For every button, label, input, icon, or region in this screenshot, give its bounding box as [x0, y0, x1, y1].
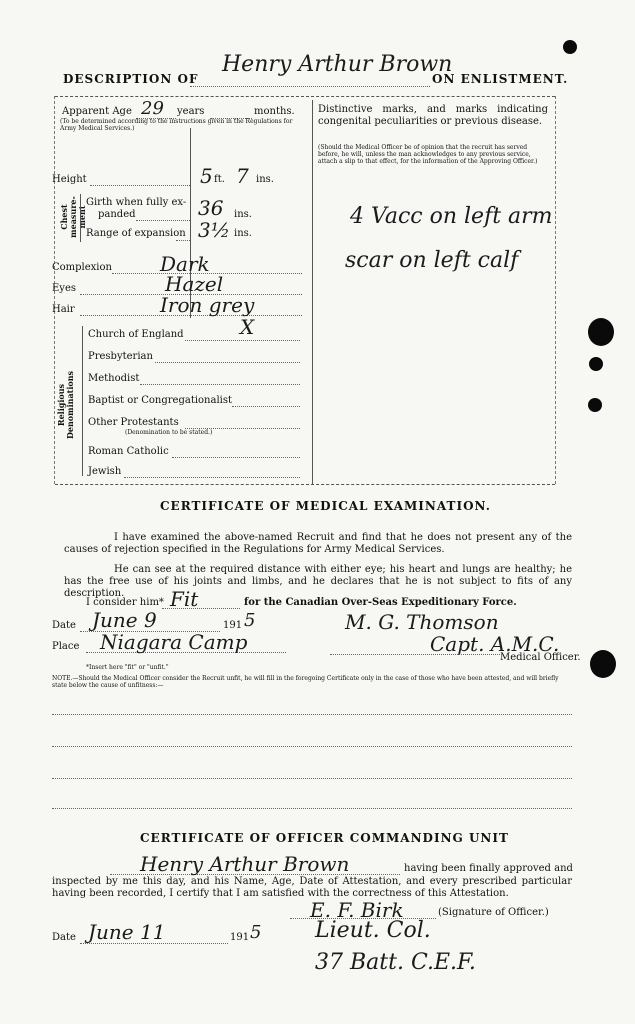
punch-hole	[588, 318, 614, 346]
height-label: Height	[52, 174, 87, 185]
officer-year-written: 5	[250, 922, 262, 943]
girth-ins-label: ins.	[234, 209, 252, 220]
chest-bracket	[80, 194, 81, 242]
medical-officer-label: Medical Officer.	[500, 652, 581, 663]
other-protestants-note: (Denomination to be stated.)	[125, 429, 213, 436]
punch-hole	[588, 398, 602, 412]
column-divider	[312, 100, 313, 484]
religious-denominations-label: Religious Denominations	[56, 370, 75, 440]
frame-right-rule	[555, 96, 556, 484]
eyes-value: Hazel	[165, 272, 224, 296]
religion-baptist: Baptist or Congregationalist	[88, 395, 232, 406]
religion-line	[232, 406, 300, 407]
medical-officer-signature: M. G. Thomson	[345, 610, 499, 634]
years-label: years	[177, 106, 205, 117]
officer-rank-line-2: 37 Batt. C.E.F.	[315, 950, 476, 975]
punch-hole	[563, 40, 577, 54]
officer-year-printed: 191	[230, 932, 250, 943]
punch-hole	[590, 650, 616, 678]
insert-fit-note: *Insert here "fit" or "unfit."	[86, 664, 169, 671]
distinctive-marks-line-1: 4 Vacc on left arm	[350, 204, 553, 229]
consider-suffix: for the Canadian Over-Seas Expeditionary Force.	[244, 597, 517, 608]
religion-line	[140, 384, 300, 385]
distinctive-marks-line-2: scar on left calf	[345, 248, 519, 273]
hair-value: Iron grey	[160, 293, 255, 317]
medical-date-label: Date	[52, 620, 76, 631]
range-leader	[176, 240, 190, 241]
religion-presbyterian: Presbyterian	[88, 351, 153, 362]
girth-leader	[136, 220, 190, 221]
punch-hole	[589, 357, 603, 371]
medical-officer-line	[330, 654, 500, 655]
apparent-age-label: Apparent Age	[62, 106, 132, 117]
medical-officer-rank: Capt. A.M.C.	[430, 632, 560, 656]
religion-line	[185, 340, 300, 341]
recruit-name-handwritten: Henry Arthur Brown	[222, 52, 453, 77]
officer-signature: E. F. Birk	[310, 898, 404, 922]
unfit-cause-line	[52, 778, 572, 779]
religion-roman-catholic: Roman Catholic	[88, 446, 169, 457]
on-enlistment-label: ON ENLISTMENT.	[432, 72, 569, 86]
frame-bottom-rule	[55, 484, 555, 485]
unfit-cause-line	[52, 808, 572, 809]
medical-certificate-title: CERTIFICATE OF MEDICAL EXAMINATION.	[160, 499, 491, 513]
religion-line	[155, 362, 300, 363]
girth-label-2: panded	[98, 209, 136, 220]
religion-church-of-england: Church of England	[88, 329, 184, 340]
unfit-cause-line	[52, 746, 572, 747]
fit-value: Fit	[170, 587, 199, 611]
officer-certificate-title: CERTIFICATE OF OFFICER COMMANDING UNIT	[140, 831, 509, 845]
officer-date-value: June 11	[88, 920, 166, 944]
officer-signature-label: (Signature of Officer.)	[438, 907, 549, 918]
chest-measurement-label: Chest measure-ment	[59, 196, 87, 238]
medical-para-2: He can see at the required distance with either eye; his heart and lungs are healthy; he has the free use of his joints and limbs, and he declares that he is not subject to fits of any description.	[64, 564, 572, 599]
officer-date-label: Date	[52, 932, 76, 943]
eyes-label: Eyes	[52, 283, 76, 294]
officer-rank-line-1: Lieut. Col.	[315, 918, 431, 943]
ft-label: ft.	[214, 174, 225, 185]
height-leader	[90, 185, 190, 186]
name-line	[190, 86, 430, 87]
girth-value: 36	[198, 196, 224, 220]
age-note: (To be determined according to the instructions given in the Regulations for Army Medical Services.)	[60, 118, 293, 132]
medical-date-value: June 9	[92, 608, 157, 632]
officer-para: inspected by me this day, and his Name, Age, Date of Attestation, and every prescribed particular having been recorded, I certify that I am satisfied with the correctness of this Attestation.	[52, 876, 572, 899]
religion-mark: X	[240, 315, 255, 339]
officer-name-value: Henry Arthur Brown	[140, 852, 350, 876]
distinctive-marks-note: (Should the Medical Officer be of opinion that the recruit has served before, he will, unless the man acknowledges to any previous service, attach a slip to that effect, for the information of the Approving Officer.)	[318, 144, 538, 165]
distinctive-marks-heading: Distinctive marks, and marks indicating congenital peculiarities or previous disease.	[318, 104, 548, 127]
religion-methodist: Methodist	[88, 373, 140, 384]
description-of-label: DESCRIPTION OF	[63, 72, 199, 86]
height-ft-value: 5	[200, 164, 213, 188]
consider-prefix: I consider him*	[86, 597, 164, 608]
age-years-value: 29	[141, 98, 164, 119]
religion-line	[172, 457, 300, 458]
medical-place-value: Niagara Camp	[100, 630, 248, 654]
unfit-cause-line	[52, 714, 572, 715]
frame-top-rule	[55, 96, 555, 97]
religion-line	[124, 477, 300, 478]
height-ins-value: 7	[236, 164, 249, 188]
medical-year-printed: 191	[223, 620, 243, 631]
religion-bracket	[82, 326, 83, 476]
ins-label: ins.	[256, 174, 274, 185]
religion-jewish: Jewish	[88, 466, 122, 477]
complexion-label: Complexion	[52, 262, 112, 273]
girth-label-1: Girth when fully ex-	[86, 197, 187, 208]
unfit-note: NOTE.—Should the Medical Officer consider the Recruit unfit, he will fill in the foregoing Certificate only in the case of those who have been attested, and will briefly state below the cause of unfitness:—	[52, 675, 559, 689]
medical-para-1: I have examined the above-named Recruit and find that he does not present any of the causes of rejection specified in the Regulations for Army Medical Services.	[64, 532, 572, 555]
range-ins-label: ins.	[234, 228, 252, 239]
medical-place-label: Place	[52, 641, 80, 652]
hair-label: Hair	[52, 304, 75, 315]
range-label: Range of expansion	[86, 228, 186, 239]
range-value: 3½	[198, 218, 231, 242]
religion-other-protestants: Other Protestants	[88, 417, 179, 428]
months-label: months.	[254, 106, 295, 117]
approved-suffix: having been finally approved and	[404, 863, 573, 874]
complexion-value: Dark	[160, 252, 210, 276]
medical-year-written: 5	[244, 610, 256, 631]
